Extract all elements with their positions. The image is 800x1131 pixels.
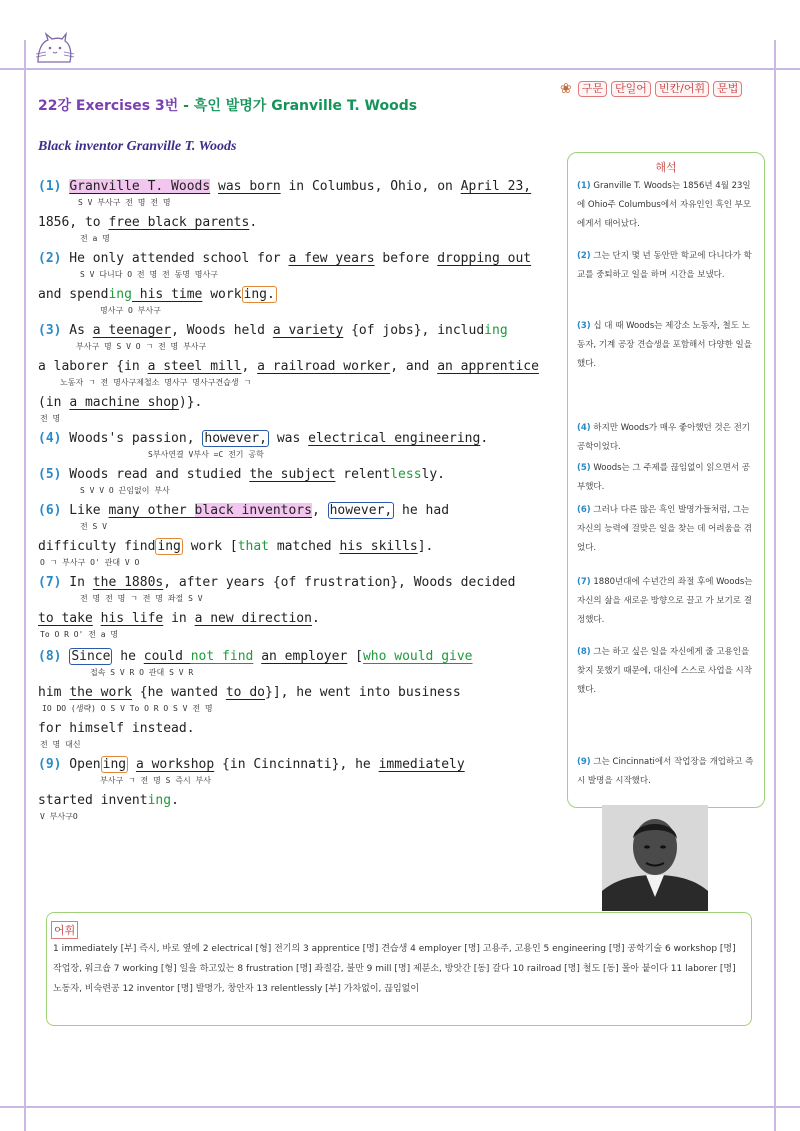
text: Woods read and studied (61, 467, 250, 482)
sentence-7-line-1 (38, 574, 515, 592)
phrase: to do (225, 685, 265, 700)
translation-7 (577, 573, 757, 630)
para-number: (4) (577, 423, 591, 433)
phrase: to take (38, 611, 93, 626)
translation-text: 십 대 때 Woods는 제강소 노동자, 철도 노동자, 기계 공장 견습생을 포함해서 다양한 일을 했다. (577, 321, 752, 369)
cat-logo-icon (32, 32, 76, 66)
translation-box (567, 152, 765, 808)
grammar-mark: 전 명 (40, 414, 61, 423)
phrase: a railroad worker (257, 359, 391, 374)
text: matched (269, 539, 340, 554)
text: , (241, 359, 258, 374)
para-number: (9) (577, 757, 591, 767)
sentence-2-line-2 (38, 286, 277, 304)
translation-heading: 해석 (655, 161, 677, 174)
text: difficulty find (38, 539, 156, 554)
phrase: a teenager (92, 323, 172, 338)
para-number: (4) (38, 431, 62, 446)
phrase: an employer (261, 649, 348, 664)
grammar-mark: 부사구 ㄱ 전 명 S 즉시 부사 (100, 776, 211, 785)
text: He only attended school for (61, 251, 289, 266)
tab-grammar[interactable]: 문법 (713, 81, 742, 97)
sentence-6-line-1 (38, 502, 449, 520)
grammar-mark: S V 다니다 O 전 명 전 동명 명사구 (80, 270, 218, 279)
vocabulary-heading: 어휘 (51, 921, 78, 939)
text: }], he went into business (265, 685, 461, 700)
text: before (374, 251, 438, 266)
text: 1856, to (38, 215, 109, 230)
translation-text: 1880년대에 수년간의 좌절 후에 Woods는 자신의 삶을 새로운 방향으로 끌고 가 보기로 결정했다. (577, 577, 753, 625)
phrase: a new direction (194, 611, 312, 626)
text: Like (61, 503, 109, 518)
phrase: however, (329, 503, 393, 518)
para-number: (9) (38, 757, 62, 772)
text: In (61, 575, 93, 590)
text: )}. (178, 395, 203, 410)
grammar-mark: S부사연결 V부사 =C 전기 공학 (148, 450, 264, 459)
para-number: (3) (38, 323, 62, 338)
paw-icon: ❀ (560, 81, 572, 97)
phrase: the subject (249, 467, 336, 482)
translation-4 (577, 419, 757, 457)
para-number: (1) (38, 179, 62, 194)
sentence-8-line-1 (38, 648, 473, 666)
para-number: (8) (577, 647, 591, 657)
phrase: his time (131, 287, 203, 302)
sentence-4 (38, 430, 488, 448)
grammar-mark: 전 명 대신 (40, 740, 81, 749)
para-number: (2) (577, 251, 591, 261)
text: work (202, 287, 242, 302)
text: a laborer {in (38, 359, 148, 374)
sentence-9-line-1 (38, 756, 465, 774)
phrase: ing (147, 793, 172, 808)
para-number: (7) (38, 575, 62, 590)
sentence-1-line-1 (38, 178, 531, 196)
text: he had (394, 503, 450, 518)
sentence-8-line-3 (38, 720, 195, 738)
text: and spend (38, 287, 109, 302)
para-number: (7) (577, 577, 591, 587)
phrase: ing (157, 539, 181, 554)
text: , (311, 503, 328, 518)
sentence-3-line-2 (38, 358, 539, 376)
sentence-3-line-1 (38, 322, 508, 340)
text: , after years {of frustration}, Woods decided (163, 575, 516, 590)
phrase: his life (100, 611, 164, 626)
grammar-mark: 부사구 명 S V O ㄱ 전 명 부사구 (76, 342, 207, 351)
text: . (311, 611, 320, 626)
translation-text: 그는 단지 몇 년 동안만 학교에 다니다가 학교를 중퇴하고 일을 하며 시간을 보냈다. (577, 251, 752, 280)
text: As (61, 323, 93, 338)
text: work [ (182, 539, 238, 554)
sentence-5 (38, 466, 445, 484)
text: relent (335, 467, 391, 482)
para-number: (6) (577, 505, 591, 515)
translation-9 (577, 753, 757, 791)
text: . (249, 215, 258, 230)
text: in Columbus, Ohio, on (280, 179, 461, 194)
text (93, 611, 101, 626)
phrase: a few years (288, 251, 375, 266)
grammar-mark: V 부사구O (40, 812, 78, 821)
tab-bar (560, 81, 742, 97)
grammar-mark: 전 S V (80, 522, 107, 531)
sentence-1-line-2 (38, 214, 257, 232)
sentence-6-line-2 (38, 538, 433, 556)
sentence-2-line-1 (38, 250, 531, 268)
para-number: (3) (577, 321, 591, 331)
text: him (38, 685, 70, 700)
phrase: the work (69, 685, 132, 700)
phrase: a workshop (135, 757, 215, 772)
phrase: a variety (272, 323, 344, 338)
grammar-mark: 노동자 ㄱ 전 명사구제철소 명사구 명사구견습생 ㄱ (60, 378, 252, 387)
text: ]. (417, 539, 434, 554)
phrase: ing. (243, 287, 275, 302)
para-number: (5) (38, 467, 62, 482)
translation-text: Granville T. Woods는 1856년 4월 23일에 Ohio주 Columbus에서 자유인인 흑인 부모에게서 태어났다. (577, 181, 752, 229)
para-number: (1) (577, 181, 591, 191)
phrase: electrical engineering (308, 431, 481, 446)
para-number: (8) (38, 649, 62, 664)
sentence-9-line-2 (38, 792, 179, 810)
phrase: ing (484, 323, 508, 338)
passage-subtitle: Black inventor Granville T. Woods (38, 139, 237, 154)
title-text: - 흑인 발명가 Granville T. Woods (178, 98, 418, 114)
phrase: immediately (378, 757, 465, 772)
translation-5 (577, 459, 757, 497)
text (128, 757, 136, 772)
phrase: was born (218, 179, 281, 194)
text: was (269, 431, 309, 446)
phrase: his skills (339, 539, 418, 554)
phrase: Since (71, 649, 111, 664)
frame-bottom-line (0, 1106, 800, 1108)
title-number: 22강 Exercises 3번 (38, 98, 179, 114)
text: [ (347, 649, 363, 664)
phrase: who would give (362, 649, 473, 664)
translation-1 (577, 177, 757, 234)
tab-single-word[interactable]: 단일어 (611, 81, 651, 97)
text: ly. (421, 467, 446, 482)
translation-text: 하지만 Woods가 매우 좋아했던 것은 전기 공학이었다. (577, 423, 750, 452)
phrase: black inventors (194, 503, 312, 518)
phrase: April 23, (460, 179, 532, 194)
frame-top-line (0, 68, 800, 70)
tab-syntax[interactable]: 구문 (578, 81, 607, 97)
vocabulary-box (46, 912, 752, 1026)
frame-left-line (24, 40, 26, 1131)
translation-text: 그는 Cincinnati에서 작업장을 개업하고 즉시 발명을 시작했다. (577, 757, 754, 786)
phrase: could (143, 649, 191, 664)
translation-text: 그는 하고 싶은 일을 자신에게 줄 고용인을 찾지 못했기 때문에, 대신에 스스로 사업을 시작했다. (577, 647, 752, 695)
phrase: that (237, 539, 269, 554)
phrase: free black parents (108, 215, 250, 230)
translation-3 (577, 317, 757, 374)
sentence-8-line-2 (38, 684, 461, 702)
phrase: ing (102, 757, 127, 772)
grammar-mark: 전 a 명 (80, 234, 110, 243)
sentence-3-line-3 (38, 394, 202, 412)
text: for himself instead. (38, 721, 195, 736)
text: {in Cincinnati}, he (214, 757, 379, 772)
phrase: the 1880s (92, 575, 164, 590)
grammar-mark: S V 부사구 전 명 전 명 (78, 198, 171, 207)
text: Open (61, 757, 101, 772)
grammar-mark: 전 명 전 명 ㄱ 전 명 좌절 S V (80, 594, 203, 603)
text: he (112, 649, 144, 664)
tab-blank-vocab[interactable]: 빈칸/어휘 (655, 81, 709, 97)
phrase: however, (204, 431, 267, 446)
translation-text: 그러나 다른 많은 흑인 발명가들처럼, 그는 자신의 능력에 걸맞은 일을 찾는 데 어려움을 겪었다. (577, 505, 752, 553)
translation-8 (577, 643, 757, 700)
vocabulary-list: 1 immediately [부] 즉시, 바로 옆에 2 electrical [형] 전기의 3 apprentice [명] 견습생 4 employer [명] 고용주, 고용인 5 engineering [명] 공학기술 6 workshop [명] 작업장, 워크숍 7 working [형] 일을 하고있는 8 frustration [명] 좌절감, 불만 9 mill [명] 제분소, 방앗간 [동] 갈다 10 railroad [명] 철도 [동] 몰아 붙이다 11 laborer [명] 노동자, 비숙련공 12 inventor [명] 발명가, 창안자 13 relentlessly [부] 가차없이, 끊임없이 (53, 944, 736, 994)
frame-right-line (774, 40, 776, 1131)
sentence-7-line-2 (38, 610, 320, 628)
phrase: a steel mill (147, 359, 242, 374)
page-title (38, 95, 417, 115)
grammar-mark: O ㄱ 부사구 O' 관대 V O (40, 558, 140, 567)
text: . (480, 431, 489, 446)
grammar-mark: S V V O 끈임없이 부사 (80, 486, 170, 495)
text: . (171, 793, 179, 808)
grammar-mark: IO DO (생략) O S V To O R O S V 전 명 (42, 704, 213, 713)
grammar-mark: To O R O' 전 a 명 (40, 630, 119, 639)
phrase: a machine shop (69, 395, 179, 410)
phrase: many other (108, 503, 195, 518)
translation-6 (577, 501, 757, 558)
phrase: less (390, 467, 422, 482)
phrase: ing (108, 287, 132, 302)
phrase: not find (190, 649, 254, 664)
text: in (163, 611, 195, 626)
text: (in (38, 395, 70, 410)
text: , and (390, 359, 438, 374)
para-number: (5) (577, 463, 591, 473)
para-number: (6) (38, 503, 62, 518)
phrase: dropping out (437, 251, 532, 266)
grammar-mark: 접속 S V R O 관대 S V R (90, 668, 194, 677)
translation-2 (577, 247, 757, 285)
text: started invent (38, 793, 148, 808)
phrase: Granville T. Woods (69, 179, 211, 194)
para-number: (2) (38, 251, 62, 266)
translation-text: Woods는 그 주제를 끊임없이 읽으면서 공부했다. (577, 463, 750, 492)
grammar-mark: 명사구 O 부사구 (100, 306, 161, 315)
text: {he wanted (131, 685, 226, 700)
phrase: an apprentice (437, 359, 539, 374)
text (253, 649, 261, 664)
text: Woods's passion, (61, 431, 203, 446)
portrait-image (602, 805, 708, 911)
text: {of jobs}, includ (343, 323, 485, 338)
text: , Woods held (171, 323, 273, 338)
